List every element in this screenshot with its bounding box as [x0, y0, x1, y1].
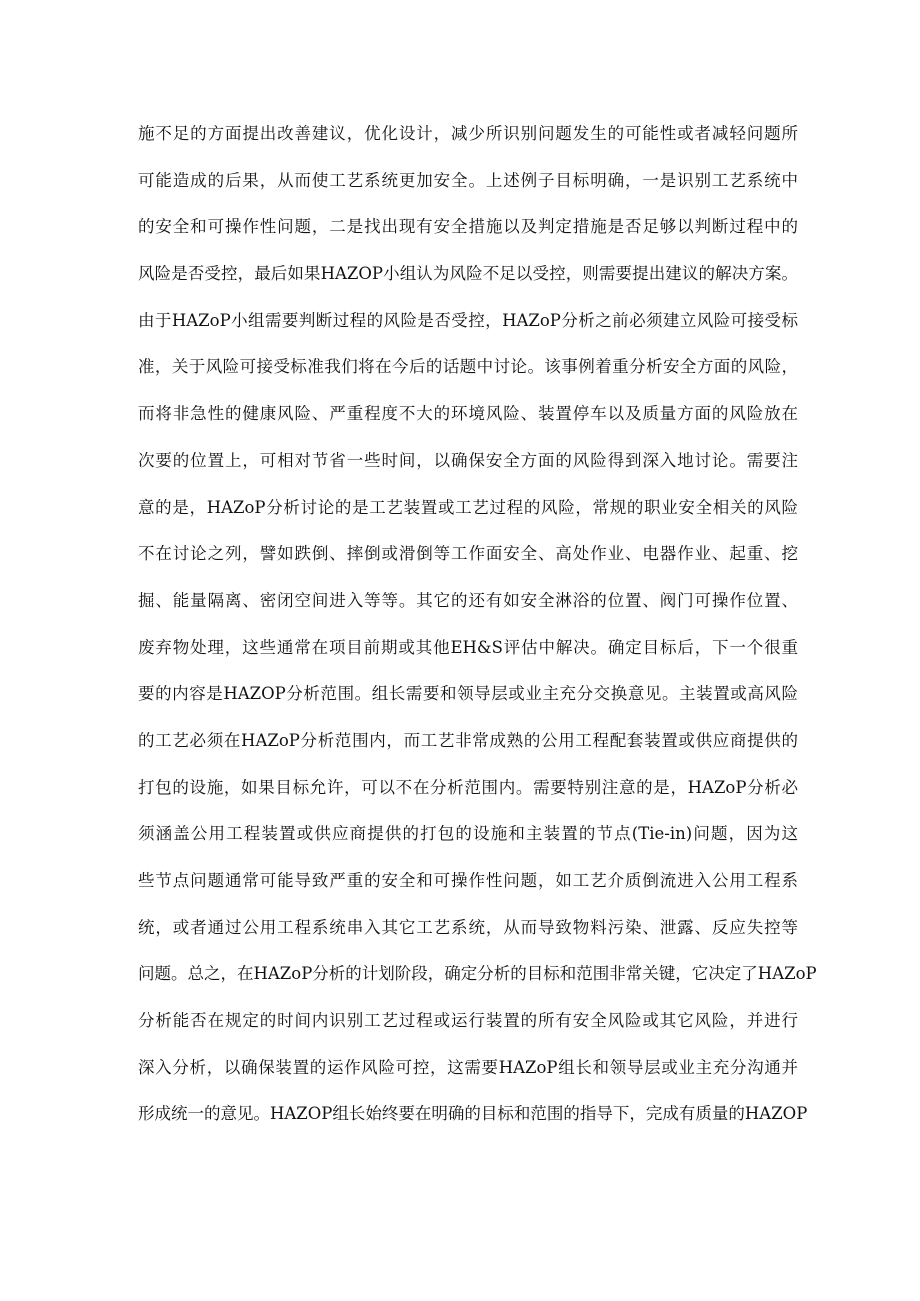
text-line [138, 632, 798, 679]
text-line-content: 意的是，HAZoP分析讨论的是工艺装置或工艺过程的风险，常规的职业安全相关的风险 [138, 497, 798, 517]
text-line-content: 可能造成的后果，从而使工艺系统更加安全。上述例子目标明确，一是识别工艺系统中 [138, 170, 798, 190]
text-line [138, 398, 798, 445]
text-line [138, 445, 798, 492]
text-line-content: 须涵盖公用工程装置或供应商提供的打包的设施和主装置的节点(Tie-in)问题，因为这 [138, 824, 798, 844]
text-line-content: 次要的位置上，可相对节省一些时间，以确保安全方面的风险得到深入地讨论。需要注 [138, 450, 798, 470]
text-line-content: 统，或者通过公用工程系统串入其它工艺系统，从而导致物料污染、泄露、反应失控等 [138, 917, 798, 937]
text-line [138, 165, 798, 212]
text-line-content: 深入分析，以确保装置的运作风险可控，这需要HAZoP组长和领导层或业主充分沟通并 [138, 1057, 798, 1077]
text-line [138, 538, 798, 585]
text-line [138, 912, 798, 959]
text-line-content: 废弃物处理，这些通常在项目前期或其他EH&S评估中解决。确定目标后，下一个很重 [138, 637, 798, 657]
text-line-content: 问题。总之，在HAZoP分析的计划阶段，确定分析的目标和范围非常关键，它决定了HAZoP [138, 964, 817, 984]
text-line [138, 118, 798, 165]
text-line [138, 351, 798, 398]
text-line-content: 施不足的方面提出改善建议，优化设计，减少所识别问题发生的可能性或者减轻问题所 [138, 124, 798, 143]
text-line [138, 865, 798, 912]
text-line [138, 1098, 808, 1145]
text-line [138, 258, 798, 305]
text-line-content: 掘、能量隔离、密闭空间进入等等。其它的还有如安全淋浴的位置、阀门可操作位置、 [138, 590, 798, 610]
text-line [138, 1005, 798, 1052]
text-line [138, 772, 798, 819]
text-line [138, 818, 798, 865]
text-line [138, 585, 798, 632]
text-line-content: 的安全和可操作性问题，二是找出现有安全措施以及判定措施是否足够以判断过程中的 [138, 217, 798, 237]
text-line [138, 725, 798, 772]
text-line-content: 风险是否受控，最后如果HAZOP小组认为风险不足以受控，则需要提出建议的解决方案。 [138, 264, 798, 284]
text-line-content: 的工艺必须在HAZoP分析范围内，而工艺非常成熟的公用工程配套装置或供应商提供的 [138, 730, 798, 750]
text-line-content: 分析能否在规定的时间内识别工艺过程或运行装置的所有安全风险或其它风险，并进行 [138, 1011, 798, 1031]
text-line-content: 打包的设施，如果目标允许，可以不在分析范围内。需要特别注意的是，HAZoP分析必 [138, 777, 798, 797]
text-line-content: 准，关于风险可接受标准我们将在今后的话题中讨论。该事例着重分析安全方面的风险， [138, 357, 798, 377]
text-line-content: 要的内容是HAZOP分析范围。组长需要和领导层或业主充分交换意见。主装置或高风险 [138, 684, 798, 704]
text-line-content: 不在讨论之列，譬如跌倒、摔倒或滑倒等工作面安全、高处作业、电器作业、起重、挖 [138, 544, 798, 564]
body-paragraph [138, 118, 817, 1145]
text-line [138, 211, 798, 258]
text-line-content: 而将非急性的健康风险、严重程度不大的环境风险、装置停车以及质量方面的风险放在 [138, 404, 798, 424]
text-line-content: 形成统一的意见。HAZOP组长始终要在明确的目标和范围的指导下，完成有质量的HAZOP [138, 1104, 808, 1124]
text-line [138, 492, 798, 539]
text-line [138, 678, 798, 725]
text-line [138, 305, 798, 352]
text-line [138, 958, 817, 1005]
text-line-content: 由于HAZoP小组需要判断过程的风险是否受控，HAZoP分析之前必须建立风险可接受标 [138, 310, 798, 330]
text-line-content: 些节点问题通常可能导致严重的安全和可操作性问题，如工艺介质倒流进入公用工程系 [138, 871, 798, 890]
text-line [138, 1052, 798, 1099]
